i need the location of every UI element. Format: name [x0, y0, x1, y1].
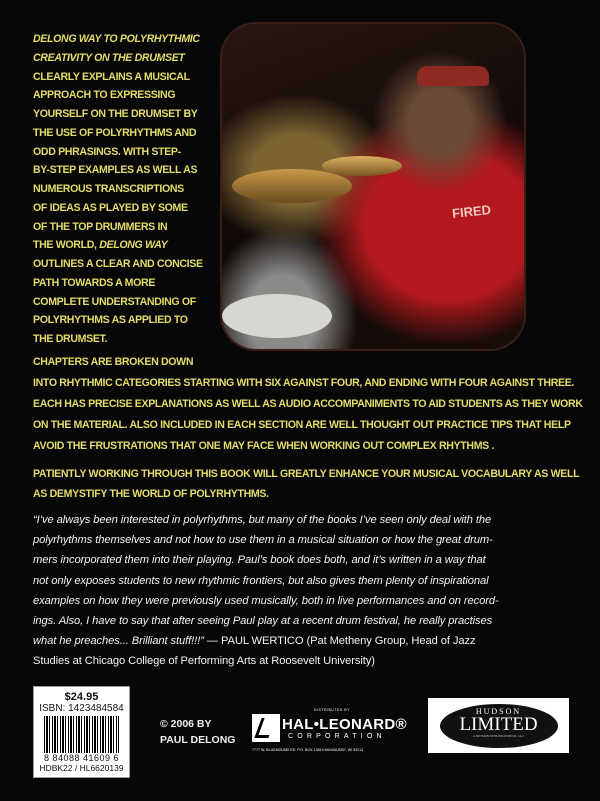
text-segment: POLYRHYTHMS AS APPLIED TO: [33, 314, 188, 327]
distributed-by: DISTRIBUTED BY: [314, 708, 350, 712]
text-line: [33, 236, 233, 255]
text-segment: OF THE TOP DRUMMERS IN: [33, 220, 168, 233]
text-line: [33, 124, 233, 143]
text-segment: OF IDEAS AS PLAYED BY SOME: [33, 201, 188, 214]
logo-sub: A DIVISION OF HUDSON MUSIC, LLC: [472, 733, 525, 738]
distributor-name: HAL•LEONARD®: [282, 716, 407, 733]
testimonial-quote: [33, 510, 578, 672]
text-segment: COMPLETE UNDERSTANDING OF: [33, 295, 196, 308]
copyright-line: © 2006 BY: [160, 718, 212, 730]
text-line: [33, 143, 233, 162]
logo-main: LIMITED: [459, 713, 538, 735]
text-line: [33, 86, 233, 105]
text-line: [33, 218, 233, 237]
text-segment: PATIENTLY WORKING THROUGH THIS BOOK WILL GREATLY ENHANCE YOUR MUSICAL VOCABULARY AS WELL: [33, 468, 580, 480]
text-line: [33, 199, 233, 218]
closing-paragraph: [33, 464, 578, 504]
text-line: [33, 68, 233, 87]
drum-head: [222, 294, 332, 338]
text-segment: DELONG WAY: [99, 239, 168, 252]
text-line: [33, 49, 233, 68]
barcode-label: [33, 686, 130, 778]
text-line: [33, 530, 578, 550]
text-segment: ON THE MATERIAL. ALSO INCLUDED IN EACH SECTION ARE WELL THOUGHT OUT PRACTICE TIPS THAT HELP: [33, 419, 571, 431]
price: $24.95: [64, 691, 99, 703]
text-line: [33, 571, 578, 591]
text-segment: examples on how they were previously used musically, both in live performances and on record-: [33, 594, 499, 607]
text-segment: CLEARLY EXPLAINS A MUSICAL: [33, 70, 190, 83]
text-segment: BY-STEP EXAMPLES AS WELL AS: [33, 164, 198, 177]
product-code: HDBK22 / HL6620139: [39, 763, 124, 773]
hal-leonard-logo: [252, 706, 412, 756]
text-line: [33, 274, 233, 293]
copyright-author: PAUL DELONG: [160, 734, 236, 746]
distributor-corp: CORPORATION: [288, 733, 386, 740]
text-line: [33, 311, 233, 330]
distributor-address: 7777 W. BLUEMOUND RD. P.O. BOX 13819 MILWAUKEE, WI 53213: [252, 748, 364, 752]
text-segment: ODD PHRASINGS. WITH STEP-: [33, 145, 181, 158]
intro-description: [33, 30, 233, 349]
text-line: [33, 293, 233, 312]
cymbal: [322, 156, 402, 176]
text-segment: THE DRUMSET.: [33, 333, 108, 345]
text-line: [33, 464, 578, 484]
drummer-photo: [222, 24, 524, 349]
hal-leonard-emblem-icon: [252, 714, 280, 742]
text-segment: — PAUL WERTICO (Pat Metheny Group, Head of Jazz: [203, 635, 476, 648]
text-segment: ings. Also, I have to say that after seeing Paul play at a recent drum festival, he really practises: [33, 614, 493, 627]
text-segment: CREATIVITY ON THE DRUMSET: [33, 51, 185, 64]
text-line: [33, 180, 233, 199]
text-segment: APPROACH TO EXPRESSING: [33, 89, 176, 102]
logo-top: HUDSON: [475, 706, 522, 716]
cymbal: [232, 169, 352, 203]
text-segment: THE WORLD,: [33, 239, 100, 252]
text-segment: PATH TOWARDS A MORE: [33, 276, 156, 289]
barcode-number: 8 84088 41609 6: [34, 753, 129, 763]
text-line: [33, 436, 578, 457]
text-segment: INTO RHYTHMIC CATEGORIES STARTING WITH SIX AGAINST FOUR, AND ENDING WITH FOUR AGAINST THREE.: [33, 377, 575, 389]
text-segment: THE USE OF POLYRHYTHMS AND: [33, 126, 197, 139]
text-line: [33, 591, 578, 611]
text-line: [33, 415, 578, 436]
text-segment: “I’ve always been interested in polyrhythms, but many of the books I’ve seen only deal with the: [33, 514, 492, 526]
text-line: [33, 330, 233, 349]
headband: [417, 66, 489, 86]
text-segment: what he preaches... Brilliant stuff!!!”: [33, 635, 204, 648]
text-segment: not only exposes students to new rhythmic frontiers, but also gives them plenty of inspirational: [33, 574, 489, 587]
text-segment: AS DEMYSTIFY THE WORLD OF POLYRHYTHMS.: [33, 488, 269, 500]
text-segment: Studies at Chicago College of Performing Arts at Roosevelt University): [33, 655, 375, 668]
text-segment: OUTLINES A CLEAR AND CONCISE: [33, 258, 203, 270]
text-line: [33, 550, 578, 570]
text-segment: EACH HAS PRECISE EXPLANATIONS AS WELL AS AUDIO ACCOMPANIMENTS TO AID STUDENTS AS THEY WORK: [33, 398, 583, 410]
text-line: [33, 373, 578, 394]
text-line: [33, 352, 578, 373]
text-segment: CHAPTERS ARE BROKEN DOWN: [33, 356, 194, 368]
barcode-bars: [44, 716, 119, 756]
text-segment: DELONG WAY TO POLYRHYTHMIC: [33, 33, 200, 45]
chapters-paragraph: [33, 352, 583, 457]
text-line: [33, 510, 578, 530]
text-line: [33, 30, 233, 49]
text-segment: mers incorporated them into their playing. Paul’s book does both, and it’s written in a way that: [33, 554, 486, 567]
copyright: [160, 716, 235, 748]
text-line: [33, 651, 578, 671]
text-line: [33, 105, 233, 124]
text-line: [33, 161, 233, 180]
text-line: [33, 611, 578, 631]
text-segment: NUMEROUS TRANSCRIPTIONS: [33, 183, 184, 195]
text-line: [33, 484, 578, 504]
text-segment: YOURSELF ON THE DRUMSET BY: [33, 108, 198, 120]
text-line: [33, 631, 578, 651]
text-line: [33, 255, 233, 274]
text-line: [33, 394, 583, 415]
isbn: ISBN: 1423484584: [39, 703, 124, 714]
hudson-limited-logo: [428, 698, 569, 753]
text-segment: AVOID THE FRUSTRATIONS THAT ONE MAY FACE WHEN WORKING OUT COMPLEX RHYTHMS .: [33, 440, 495, 452]
shirt-text: FIRED: [451, 202, 492, 221]
text-segment: polyrhythms themselves and not how to use them in a musical situation or how the great drum-: [33, 534, 493, 547]
